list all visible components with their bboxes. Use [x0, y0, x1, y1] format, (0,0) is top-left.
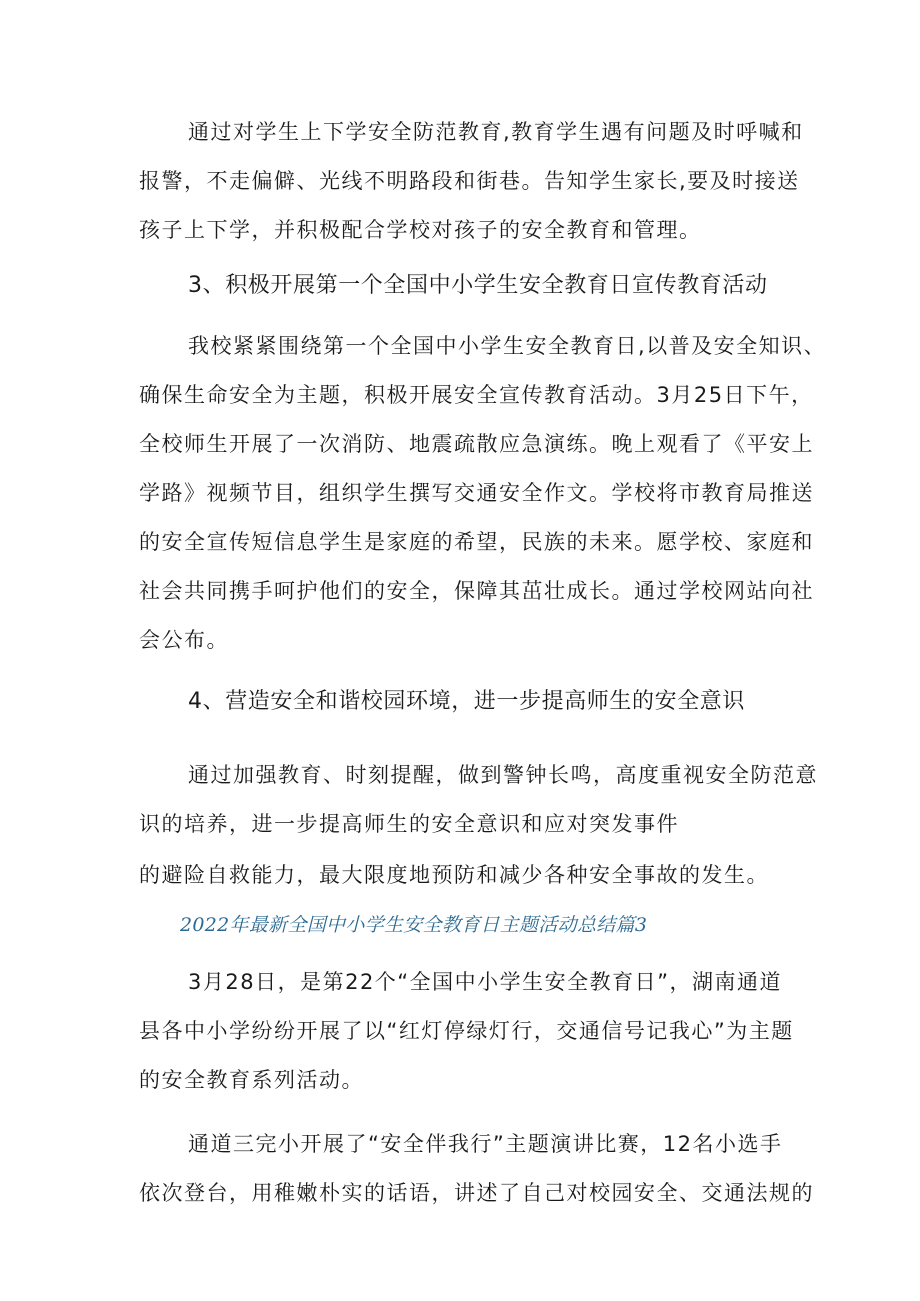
paragraph-1-line-2: 报警，不走偏僻、光线不明路段和街巷。告知学生家长,要及时接送 [139, 169, 800, 193]
paragraph-2-line-2: 确保生命安全为主题，积极开展安全宣传教育活动。3月25日下午， [139, 383, 814, 407]
paragraph-2-line-5: 的安全宣传短信息学生是家庭的希望，民族的未来。愿学校、家庭和 [139, 530, 814, 554]
paragraph-4-line-3: 的安全教育系列活动。 [139, 1068, 364, 1092]
paragraph-1-line-3: 孩子上下学，并积极配合学校对孩子的安全教育和管理。 [139, 218, 702, 242]
paragraph-2-line-6: 社会共同携手呵护他们的安全，保障其茁壮成长。通过学校网站向社 [139, 579, 814, 603]
paragraph-2-line-7: 会公布。 [139, 628, 229, 652]
paragraph-4-line-2: 县各中小学纷纷开展了以“红灯停绿灯行，交通信号记我心”为主题 [139, 1019, 794, 1043]
paragraph-5-line-1: 通道三完小开展了“安全伴我行”主题演讲比赛，12名小选手 [188, 1132, 783, 1156]
heading-3: 3、积极开展第一个全国中小学生安全教育日宣传教育活动 [188, 273, 768, 298]
section-title: 2022年最新全国中小学生安全教育日主题活动总结篇3 [180, 914, 648, 936]
paragraph-4-line-1: 3月28日，是第22个“全国中小学生安全教育日”，湖南通道 [188, 970, 783, 994]
paragraph-3-line-1: 通过加强教育、时刻提醒，做到警钟长鸣，高度重视安全防范意 [188, 763, 818, 787]
paragraph-2-line-4: 学路》视频节目，组织学生撰写交通安全作文。学校将市教育局推送 [139, 481, 814, 505]
paragraph-1-line-1: 通过对学生上下学安全防范教育,教育学生遇有问题及时呼喊和 [188, 120, 804, 144]
paragraph-2-line-3: 全校师生开展了一次消防、地震疏散应急演练。晚上观看了《平安上 [139, 432, 814, 456]
paragraph-3-line-2: 识的培养，进一步提高师生的安全意识和应对突发事件 [139, 812, 679, 836]
heading-4: 4、营造安全和谐校园环境，进一步提高师生的安全意识 [188, 689, 745, 714]
paragraph-2-line-1: 我校紧紧围绕第一个全国中小学生安全教育日,以普及安全知识、 [188, 334, 827, 358]
paragraph-3-line-3: 的避险自救能力，最大限度地预防和减少各种安全事故的发生。 [139, 863, 769, 887]
paragraph-5-line-2: 依次登台，用稚嫩朴实的话语，讲述了自己对校园安全、交通法规的 [139, 1181, 814, 1205]
